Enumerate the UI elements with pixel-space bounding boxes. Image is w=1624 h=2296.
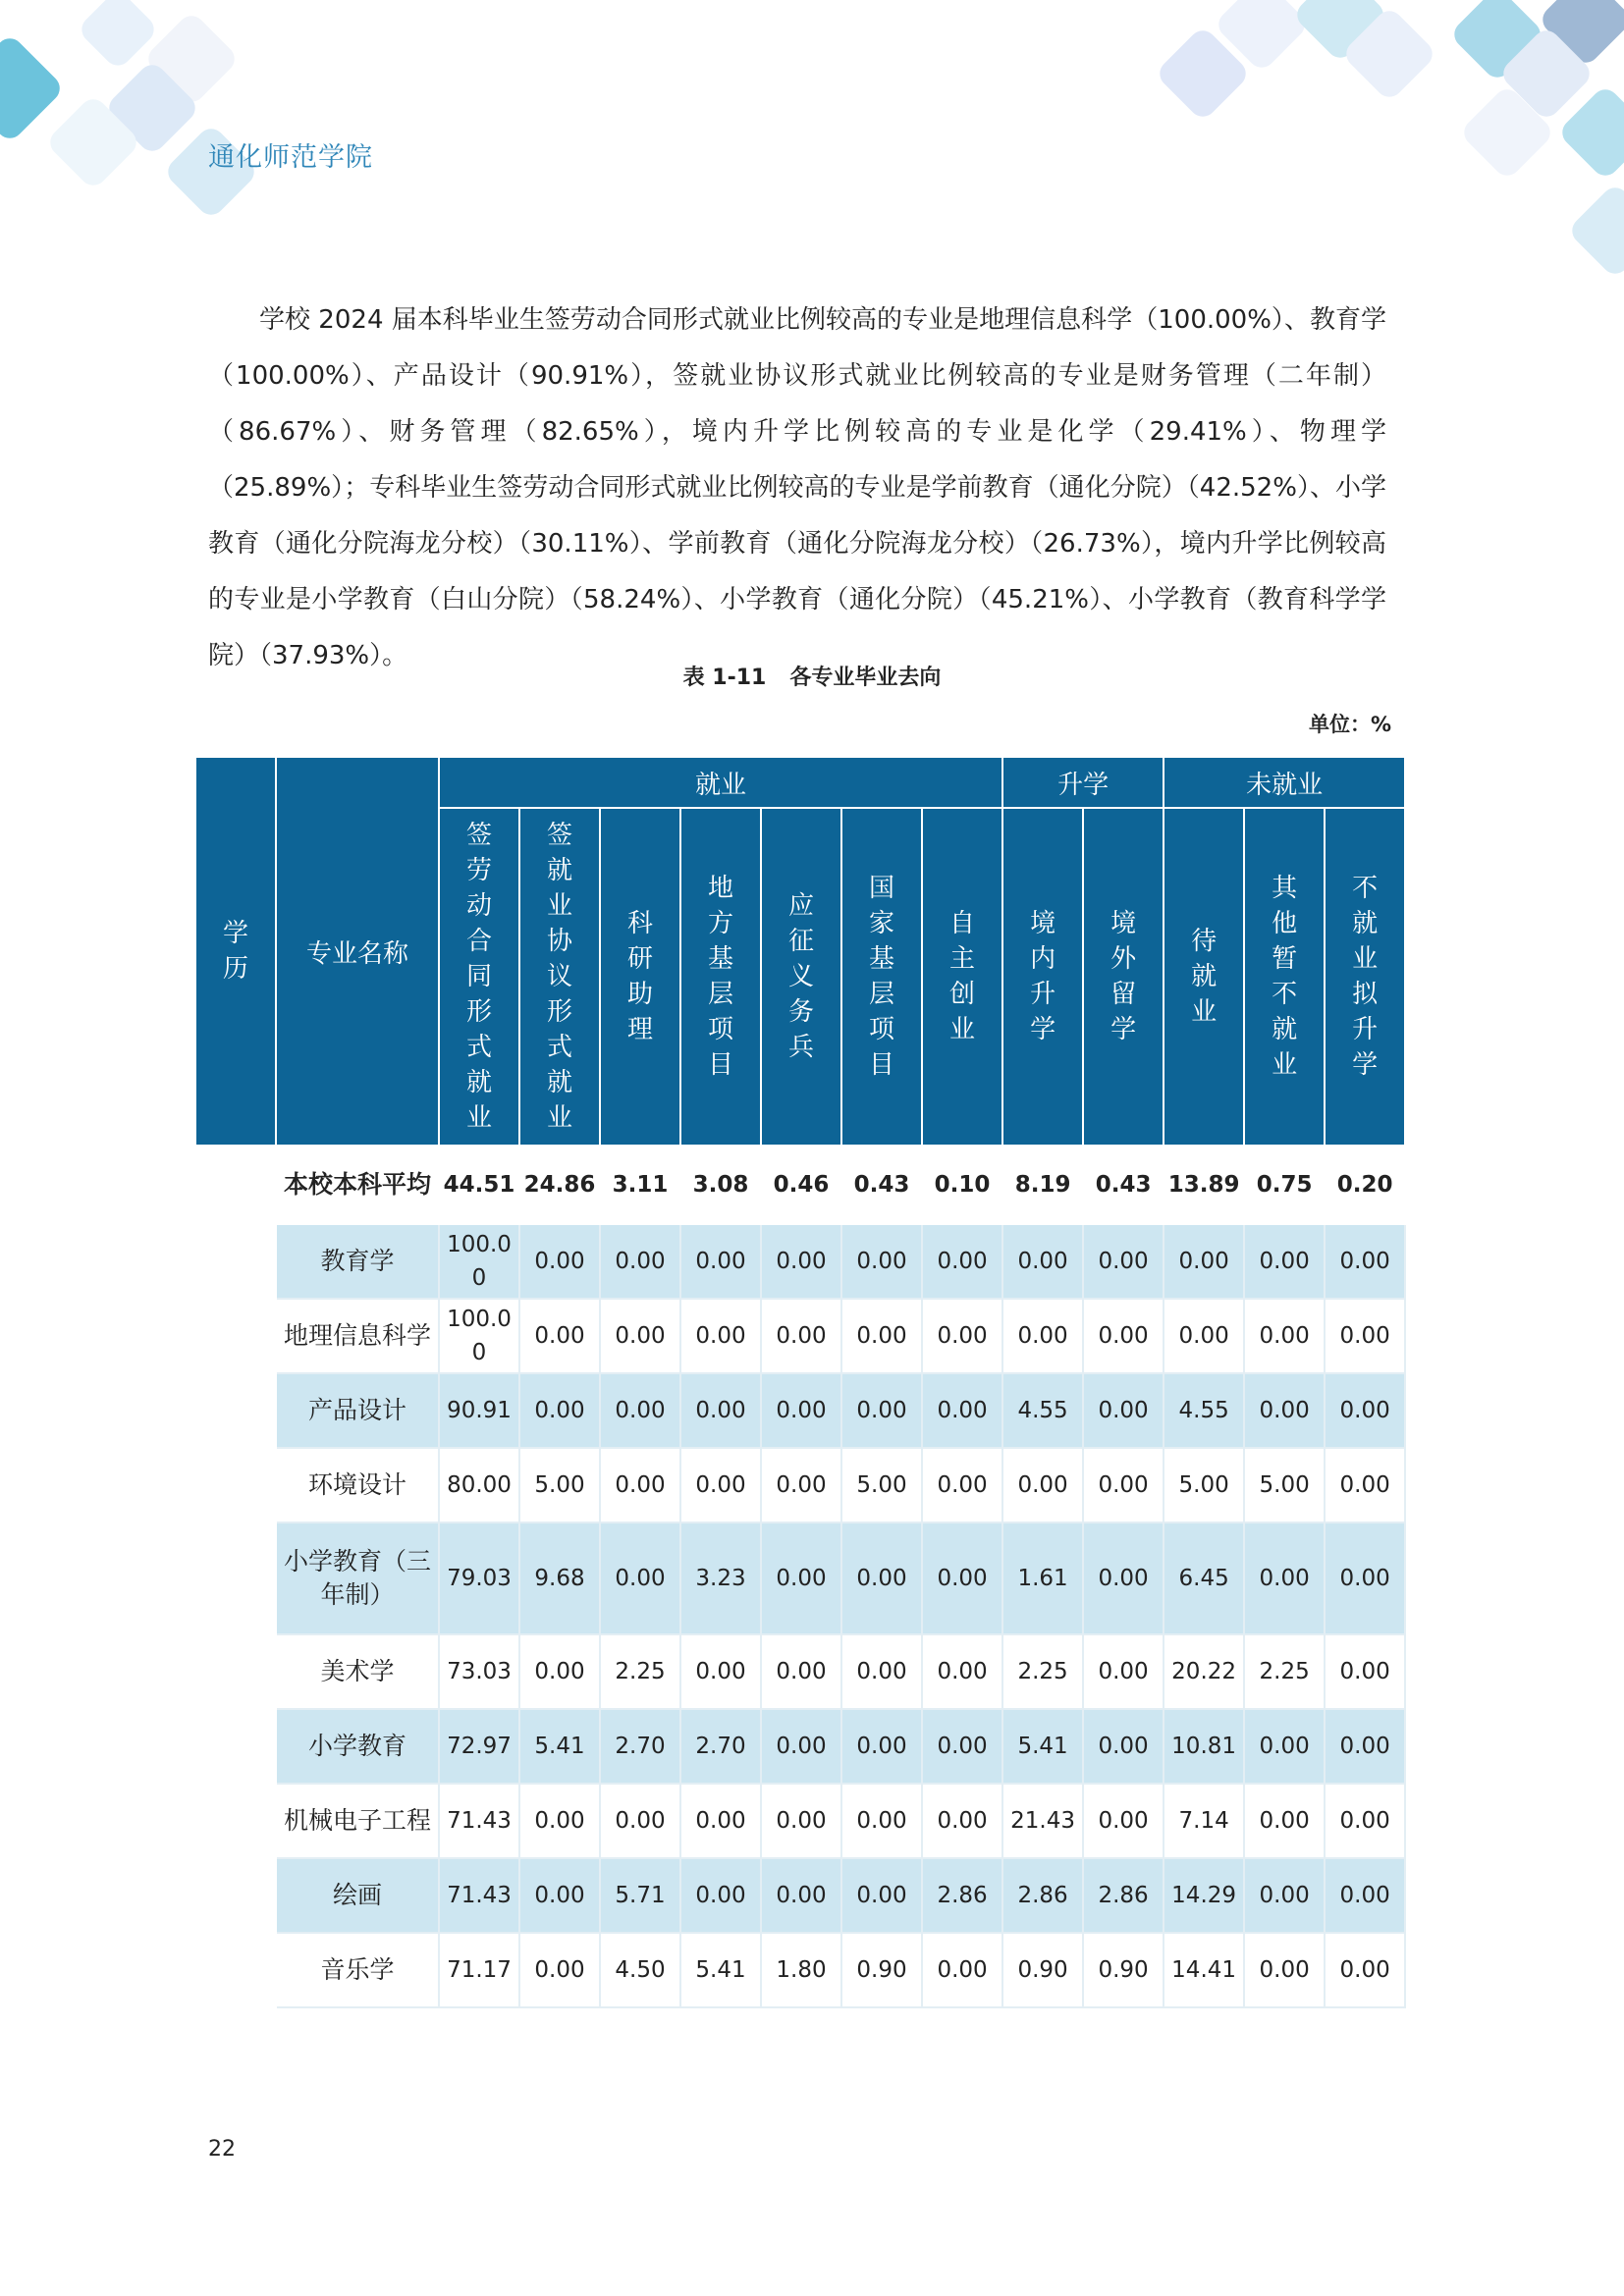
value-cell: 0.43: [841, 1146, 922, 1224]
col-header: 科研助理: [600, 808, 680, 1146]
school-name: 通化师范学院: [208, 142, 373, 173]
value-cell: 5.00: [841, 1448, 922, 1522]
value-cell: 14.41: [1164, 1933, 1244, 2007]
value-cell: 20.22: [1164, 1634, 1244, 1709]
value-cell: 0.00: [922, 1634, 1002, 1709]
value-cell: 0.00: [1083, 1522, 1164, 1634]
value-cell: 0.00: [1083, 1448, 1164, 1522]
major-cell: 产品设计: [276, 1373, 439, 1448]
col-header: 地方基层项目: [680, 808, 761, 1146]
value-cell: 4.50: [600, 1933, 680, 2007]
col-header: 签就业协议形式就业: [519, 808, 600, 1146]
value-cell: 0.90: [1002, 1933, 1083, 2007]
major-cell: 绘画: [276, 1858, 439, 1933]
value-cell: 0.00: [1325, 1634, 1405, 1709]
value-cell: 0.00: [1244, 1933, 1325, 2007]
value-cell: 5.00: [1164, 1448, 1244, 1522]
value-cell: 0.00: [841, 1299, 922, 1373]
value-cell: 0.00: [519, 1634, 600, 1709]
value-cell: 0.00: [1325, 1299, 1405, 1373]
value-cell: 71.43: [439, 1858, 519, 1933]
value-cell: 0.00: [922, 1299, 1002, 1373]
value-cell: 2.25: [1002, 1634, 1083, 1709]
value-cell: 0.00: [600, 1522, 680, 1634]
value-cell: 0.00: [600, 1373, 680, 1448]
table-row: [195, 1522, 1405, 1634]
value-cell: 0.00: [841, 1522, 922, 1634]
value-cell: 0.00: [1244, 1522, 1325, 1634]
value-cell: 2.86: [1083, 1858, 1164, 1933]
group-header-further: 升学: [1002, 757, 1164, 808]
group-header-unemployed: 未就业: [1164, 757, 1405, 808]
table-title: 各专业毕业去向: [789, 666, 942, 690]
major-header: 专业名称: [276, 757, 439, 1146]
value-cell: 0.00: [1244, 1373, 1325, 1448]
major-cell: 美术学: [276, 1634, 439, 1709]
value-cell: 0.00: [761, 1784, 841, 1858]
value-cell: 100.00: [439, 1299, 519, 1373]
value-cell: 0.00: [761, 1709, 841, 1784]
value-cell: 0.00: [519, 1784, 600, 1858]
value-cell: 0.00: [841, 1373, 922, 1448]
col-header: 待就业: [1164, 808, 1244, 1146]
value-cell: 0.00: [922, 1709, 1002, 1784]
value-cell: 0.00: [1083, 1709, 1164, 1784]
value-cell: 0.00: [1325, 1373, 1405, 1448]
value-cell: 100.00: [439, 1224, 519, 1299]
value-cell: 1.80: [761, 1933, 841, 2007]
value-cell: 0.00: [922, 1933, 1002, 2007]
value-cell: 79.03: [439, 1522, 519, 1634]
table-row: [195, 1299, 1405, 1373]
value-cell: 0.00: [1325, 1858, 1405, 1933]
value-cell: 0.75: [1244, 1146, 1325, 1224]
value-cell: 14.29: [1164, 1858, 1244, 1933]
value-cell: 0.00: [680, 1448, 761, 1522]
value-cell: 0.00: [761, 1373, 841, 1448]
col-header: 自主创业: [922, 808, 1002, 1146]
value-cell: 0.00: [1164, 1299, 1244, 1373]
value-cell: 0.00: [1325, 1224, 1405, 1299]
value-cell: 2.25: [600, 1634, 680, 1709]
value-cell: 0.90: [1083, 1933, 1164, 2007]
value-cell: 0.00: [1083, 1634, 1164, 1709]
value-cell: 0.00: [600, 1784, 680, 1858]
value-cell: 2.70: [600, 1709, 680, 1784]
value-cell: 0.00: [1325, 1709, 1405, 1784]
value-cell: 0.00: [1244, 1709, 1325, 1784]
value-cell: 0.00: [841, 1858, 922, 1933]
value-cell: 0.00: [1244, 1224, 1325, 1299]
table-number: 表 1-11: [682, 666, 767, 690]
value-cell: 90.91: [439, 1373, 519, 1448]
value-cell: 0.00: [761, 1299, 841, 1373]
value-cell: 0.00: [841, 1224, 922, 1299]
value-cell: 0.00: [922, 1373, 1002, 1448]
value-cell: 4.55: [1002, 1373, 1083, 1448]
value-cell: 0.00: [1244, 1784, 1325, 1858]
value-cell: 0.00: [600, 1448, 680, 1522]
value-cell: 10.81: [1164, 1709, 1244, 1784]
table-row: [195, 1448, 1405, 1522]
major-cell: 教育学: [276, 1224, 439, 1299]
table-row: [195, 1373, 1405, 1448]
col-header: 国家基层项目: [841, 808, 922, 1146]
value-cell: 5.71: [600, 1858, 680, 1933]
value-cell: 0.00: [519, 1858, 600, 1933]
value-cell: 0.00: [680, 1299, 761, 1373]
destination-table: [194, 756, 1406, 2008]
value-cell: 0.00: [1083, 1299, 1164, 1373]
value-cell: 71.17: [439, 1933, 519, 2007]
value-cell: 0.00: [1325, 1784, 1405, 1858]
value-cell: 9.68: [519, 1522, 600, 1634]
value-cell: 0.00: [1164, 1224, 1244, 1299]
value-cell: 0.00: [1244, 1299, 1325, 1373]
value-cell: 0.00: [761, 1224, 841, 1299]
value-cell: 7.14: [1164, 1784, 1244, 1858]
value-cell: 0.00: [922, 1224, 1002, 1299]
value-cell: 0.00: [680, 1634, 761, 1709]
value-cell: 0.00: [1325, 1933, 1405, 2007]
value-cell: 5.00: [519, 1448, 600, 1522]
value-cell: 24.86: [519, 1146, 600, 1224]
col-header: 应征义务兵: [761, 808, 841, 1146]
table-row: [195, 1709, 1405, 1784]
value-cell: 8.19: [1002, 1146, 1083, 1224]
value-cell: 3.23: [680, 1522, 761, 1634]
value-cell: 0.00: [600, 1224, 680, 1299]
major-cell: 小学教育: [276, 1709, 439, 1784]
value-cell: 0.00: [761, 1448, 841, 1522]
value-cell: 0.00: [1083, 1784, 1164, 1858]
value-cell: 3.08: [680, 1146, 761, 1224]
degree-cell: 本科: [195, 1146, 276, 2007]
value-cell: 73.03: [439, 1634, 519, 1709]
value-cell: 0.20: [1325, 1146, 1405, 1224]
value-cell: 5.41: [519, 1709, 600, 1784]
value-cell: 0.00: [922, 1522, 1002, 1634]
major-cell: 音乐学: [276, 1933, 439, 2007]
value-cell: 0.00: [680, 1224, 761, 1299]
value-cell: 0.00: [841, 1634, 922, 1709]
col-header: 不就业拟升学: [1325, 808, 1405, 1146]
table-row: [195, 1933, 1405, 2007]
value-cell: 0.00: [519, 1933, 600, 2007]
value-cell: 2.25: [1244, 1634, 1325, 1709]
value-cell: 2.86: [1002, 1858, 1083, 1933]
col-header: 签劳动合同形式就业: [439, 808, 519, 1146]
value-cell: 0.90: [841, 1933, 922, 2007]
value-cell: 0.43: [1083, 1146, 1164, 1224]
table-row: [195, 1858, 1405, 1933]
value-cell: 6.45: [1164, 1522, 1244, 1634]
value-cell: 71.43: [439, 1784, 519, 1858]
table-row: [195, 1784, 1405, 1858]
value-cell: 80.00: [439, 1448, 519, 1522]
value-cell: 21.43: [1002, 1784, 1083, 1858]
group-header-employed: 就业: [439, 757, 1002, 808]
value-cell: 0.00: [1325, 1448, 1405, 1522]
value-cell: 2.86: [922, 1858, 1002, 1933]
major-cell: 小学教育（三年制）: [276, 1522, 439, 1634]
value-cell: 0.00: [1002, 1224, 1083, 1299]
value-cell: 0.00: [680, 1373, 761, 1448]
col-header: 境外留学: [1083, 808, 1164, 1146]
value-cell: 0.00: [519, 1224, 600, 1299]
table-row: [195, 1634, 1405, 1709]
body-paragraph: 学校 2024 届本科毕业生签劳动合同形式就业比例较高的专业是地理信息科学（100.00%）、教育学（100.00%）、产品设计（90.91%），签就业协议形式就业比例较高的专业是财务管理（二年制）（86.67%）、财务管理（82.65%），境内升学比例较高的专业是化学（29.41%）、物理学（25.89%）；专科毕业生签劳动合同形式就业比例较高的专业是学前教育（通化分院）（42.52%）、小学教育（通化分院海龙分校）（30.11%）、学前教育（通化分院海龙分校）（26.73%），境内升学比例较高的专业是小学教育（白山分院）（58.24%）、小学教育（通化分院）（45.21%）、小学教育（教育科学学院）（37.93%）。: [208, 305, 1386, 670]
value-cell: 1.61: [1002, 1522, 1083, 1634]
value-cell: 0.00: [1002, 1448, 1083, 1522]
value-cell: 0.00: [761, 1634, 841, 1709]
value-cell: 0.00: [1002, 1299, 1083, 1373]
value-cell: 0.00: [680, 1858, 761, 1933]
value-cell: 0.46: [761, 1146, 841, 1224]
value-cell: 0.00: [1083, 1224, 1164, 1299]
major-cell: 机械电子工程: [276, 1784, 439, 1858]
col-header: 其他暂不就业: [1244, 808, 1325, 1146]
value-cell: 44.51: [439, 1146, 519, 1224]
value-cell: 0.00: [761, 1858, 841, 1933]
value-cell: 4.55: [1164, 1373, 1244, 1448]
value-cell: 0.00: [680, 1784, 761, 1858]
value-cell: 5.41: [680, 1933, 761, 2007]
value-cell: 5.41: [1002, 1709, 1083, 1784]
page-number: 22: [208, 2137, 236, 2162]
value-cell: 2.70: [680, 1709, 761, 1784]
value-cell: 0.00: [600, 1299, 680, 1373]
value-cell: 0.00: [519, 1373, 600, 1448]
value-cell: 0.00: [761, 1522, 841, 1634]
table-row: [195, 1224, 1405, 1299]
value-cell: 13.89: [1164, 1146, 1244, 1224]
degree-header: 学历: [195, 757, 276, 1146]
value-cell: 0.00: [1244, 1858, 1325, 1933]
value-cell: 3.11: [600, 1146, 680, 1224]
col-header: 境内升学: [1002, 808, 1083, 1146]
value-cell: 0.10: [922, 1146, 1002, 1224]
value-cell: 0.00: [922, 1448, 1002, 1522]
table-row-average: [195, 1146, 1405, 1224]
value-cell: 0.00: [1083, 1373, 1164, 1448]
major-cell: 地理信息科学: [276, 1299, 439, 1373]
value-cell: 0.00: [922, 1784, 1002, 1858]
unit-label: 单位：%: [1308, 713, 1391, 736]
value-cell: 0.00: [841, 1784, 922, 1858]
value-cell: 72.97: [439, 1709, 519, 1784]
value-cell: 0.00: [519, 1299, 600, 1373]
major-cell: 本校本科平均: [276, 1146, 439, 1224]
value-cell: 0.00: [1325, 1522, 1405, 1634]
value-cell: 0.00: [841, 1709, 922, 1784]
value-cell: 5.00: [1244, 1448, 1325, 1522]
table-caption: [0, 661, 1624, 691]
major-cell: 环境设计: [276, 1448, 439, 1522]
